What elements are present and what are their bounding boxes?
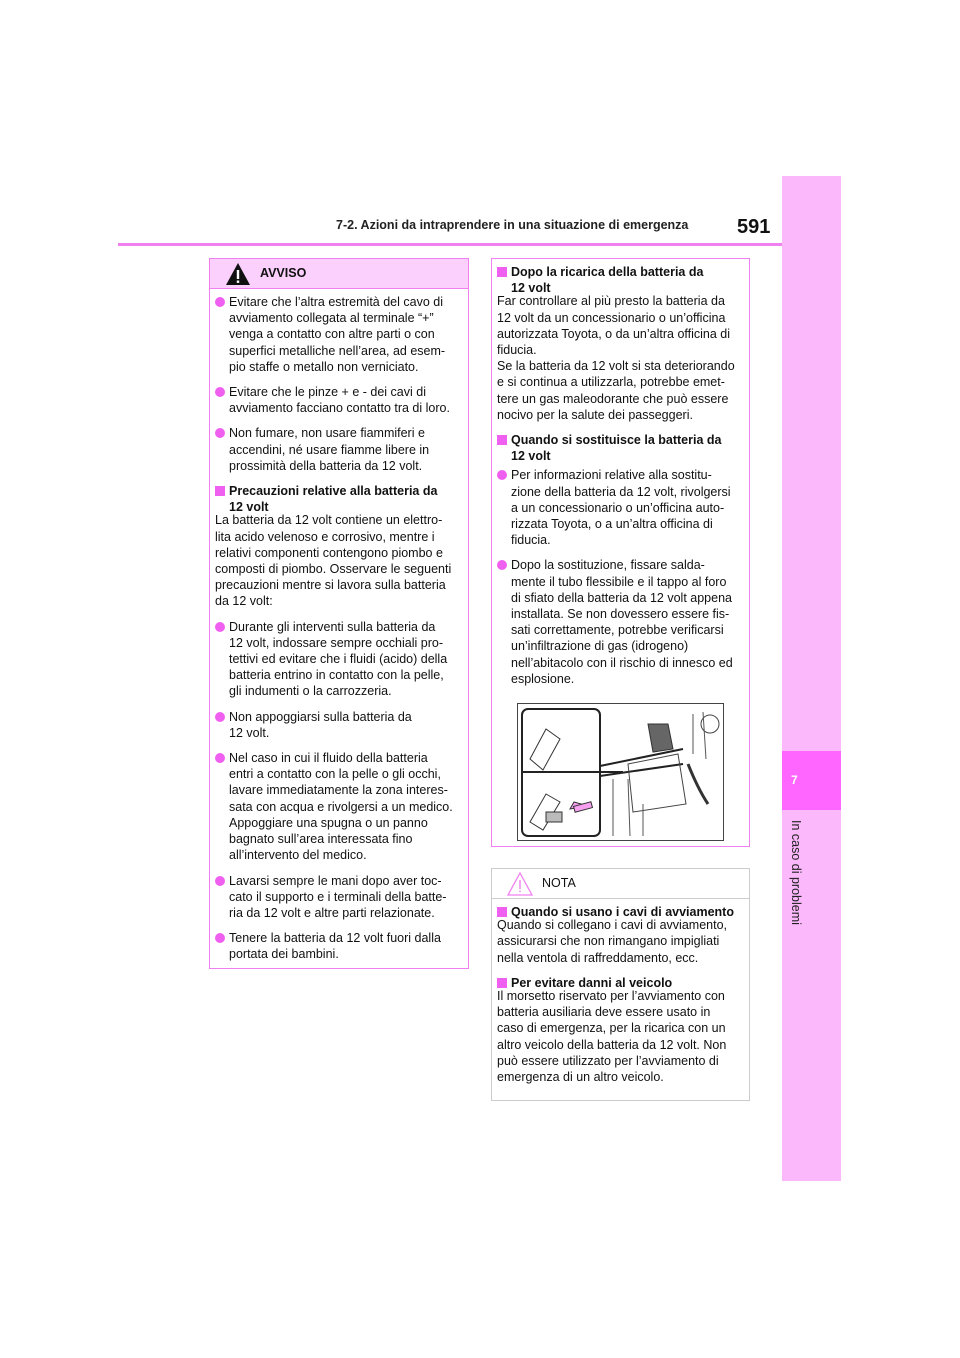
section-heading: Dopo la ricarica della batteria da 12 volt [497,264,744,296]
battery-vent-diagram [518,704,723,840]
section-heading: Quando si sostituisce la batteria da 12 volt [497,432,744,464]
bullet-item: Dopo la sostituzione, fissare salda- mente il tubo flessibile e il tappo al foro di sfiato della batteria da 12 volt appena installata. Se non dovessero essere fis- sati correttamente, potrebbe verificarsi un’infiltrazione di gas (idrogeno) nell’abitacolo con il rischio di innesco ed esplosione. [497,557,744,687]
paragraph: Quando si collegano i cavi di avviamento, assicurarsi che non rimangano impigliati nella ventola di raffreddamento, ecc. [497,918,727,965]
battery-illustration [517,703,724,841]
warning-header [210,259,468,289]
bullet-item: Nel caso in cui il fluido della batteria entri a contatto con la pelle o gli occhi, lavare immediatamente la zona interes- sata con acqua e rivolgersi a un medico. Appoggiare una spugna o un panno bagnato sull’area interessata fino all’intervento del medico. [215,750,463,863]
section-heading: Precauzioni relative alla batteria da 12 volt [215,483,463,515]
bullet-item: Evitare che l’altra estremità del cavo di avviamento collegata al terminale “+” venga a contatto con altre parti o con superfici metalliche nell’area, ad esem- pio staffe o metallo non verniciato. [215,294,463,375]
info-content [492,259,749,687]
chapter-number: 7 [791,773,798,787]
note-header [492,869,749,899]
note-box [491,868,750,1101]
bullet-item: Non fumare, non usare fiammiferi e accendini, né usare fiamme libere in prossimità della batteria da 12 volt. [215,425,463,474]
paragraph: La batteria da 12 volt contiene un elettro- lita acido velenoso e corrosivo, mentre i relativi componenti contengono piombo e composti di piombo. Osservare le seguenti precauzioni mentre si lavora sulla batteria da 12 volt: [215,513,452,609]
caution-triangle-icon [507,872,533,896]
page-number: 591 [737,216,771,238]
section-title: 7-2. Azioni da intraprendere in una situazione di emergenza [336,218,689,232]
header-divider [118,243,782,246]
paragraph: Far controllare al più presto la batteria da 12 volt da un concessionario o un’officina autorizzata Toyota, o da un’altra officina di fiducia. Se la batteria da 12 volt si sta deteriorando e si continua a utilizzarla, potrebbe emet- tere un gas maleodorante che può essere nocivo per la salute dei passeggeri. [497,294,735,422]
bullet-item: Tenere la batteria da 12 volt fuori dalla portata dei bambini. [215,930,463,962]
paragraph: Il morsetto riservato per l’avviamento con batteria ausiliaria deve essere usato in caso di emergenza, per la ricarica con un altro veicolo della batteria da 12 volt. Non può essere utilizzato per l’avviamento di emergenza di un altro veicolo. [497,989,727,1085]
warning-triangle-icon [225,262,251,286]
warning-box [209,258,469,969]
warning-title: AVVISO [260,266,307,280]
chapter-number-tab[interactable] [782,751,841,810]
bullet-item: Non appoggiarsi sulla batteria da 12 volt. [215,709,463,741]
section-heading: Per evitare danni al veicolo [497,975,744,991]
chapter-side-tab [782,176,841,1181]
bullet-item: Durante gli interventi sulla batteria da 12 volt, indossare sempre occhiali pro- tettivi ed evitare che i fluidi (acido) della batteria entrino in contatto con la pelle, gli indumenti o la carrozzeria. [215,619,463,700]
info-box [491,258,750,847]
section-heading: Quando si usano i cavi di avviamento [497,904,744,920]
bullet-item: Evitare che le pinze + e - dei cavi di avviamento facciano contatto tra di loro. [215,384,463,416]
bullet-item: Lavarsi sempre le mani dopo aver toc- cato il supporto e i terminali della batte- ria da 12 volt e altre parti relazionate. [215,873,463,922]
bullet-item: Per informazioni relative alla sostitu- zione della batteria da 12 volt, rivolgersi a un concessionario o un’officina auto- rizzata Toyota, o a un’altra officina di fiducia. [497,467,744,548]
warning-content [210,289,468,963]
chapter-label: In caso di problemi [789,820,803,925]
note-content [492,899,749,1085]
note-title: NOTA [542,876,576,890]
